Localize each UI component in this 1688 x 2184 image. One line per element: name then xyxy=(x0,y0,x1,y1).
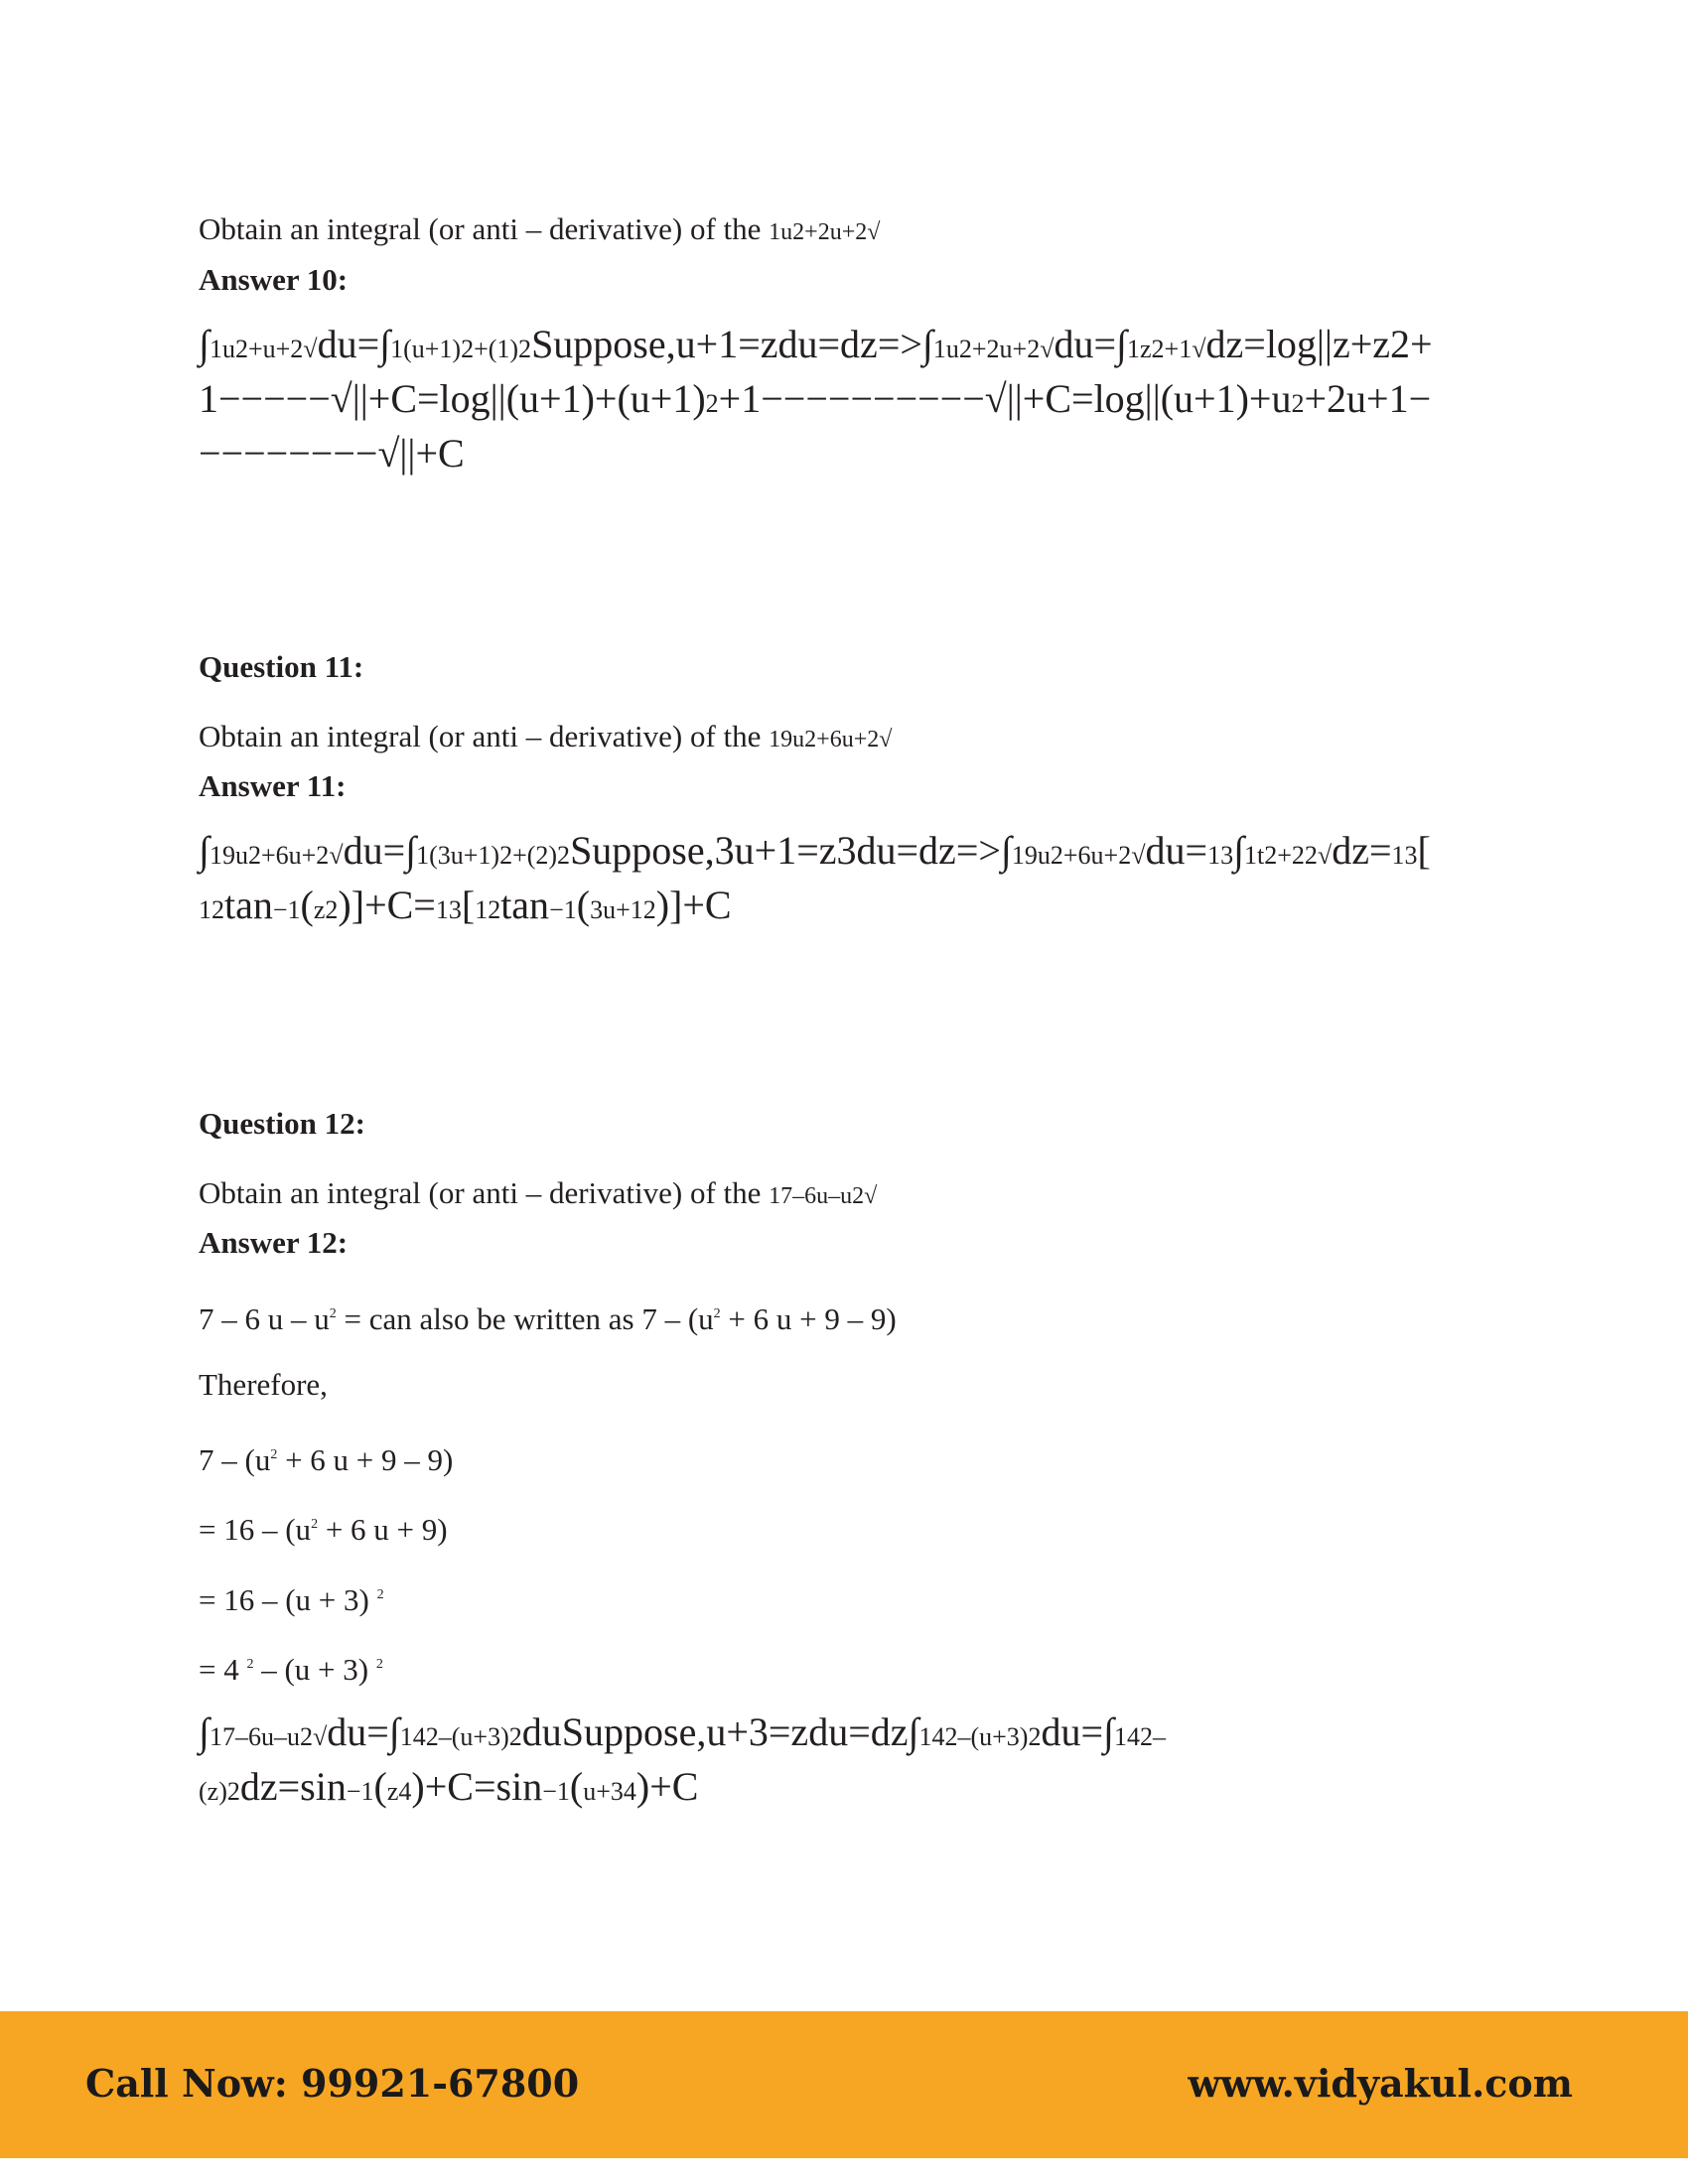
answer-11-label: Answer 11: xyxy=(199,768,347,803)
answer-12-line-4: = $16 - (u^2 + 6$ u + 9) xyxy=(199,1512,448,1547)
answer-12-line-3: $7 - (u^2 + 6$ u + 9 – 9) xyxy=(199,1442,454,1477)
question-12-expression: 17–6u–u2√ xyxy=(769,1183,878,1209)
question-11-text: Obtain an integral (or anti – derivative) of the 19u2+6u+2√ xyxy=(199,719,893,753)
question-11-heading: Question 11: xyxy=(199,649,364,684)
question-11-expression: 19u2+6u+2√ xyxy=(769,727,893,752)
answer-10-label: Answer 10: xyxy=(199,262,349,297)
answer-12-math: ∫17–6u–u2√du=∫142–(u+3)2duSuppose,u+3=zdu=dz∫142–(u+3)2du=∫142– (z)2dz=sin−1(z4)+C=sin−1(u+34)+C xyxy=(199,1709,1166,1809)
question-10-expression: 1u2+2u+2√ xyxy=(769,219,881,245)
answer-12-label: Answer 12: xyxy=(199,1225,349,1260)
website-link[interactable]: www.vidyakul.com xyxy=(1188,2061,1573,2106)
footer-banner xyxy=(0,2011,1688,2158)
question-10-text: Obtain an integral (or anti – derivative) of the 1u2+2u+2√ xyxy=(199,211,881,246)
answer-11-math: ∫19u2+6u+2√du=∫1(3u+1)2+(2)2Suppose,3u+1=z3du=dz=>∫19u2+6u+2√du=13∫1t2+22√dz=13[ 12tan−1(z2)]+C=13[12tan−1(3u+12)]+C xyxy=(199,828,1431,927)
question-12-text: Obtain an integral (or anti – derivative) of the 17–6u–u2√ xyxy=(199,1175,878,1210)
answer-10-math: ∫1u2+u+2√du=∫1(u+1)2+(1)2Suppose,u+1=zdu=dz=>∫1u2+2u+2√du=∫1z2+1√dz=log||z+z2+ 1−−−−−√||+C=log||(u+1)+(u+1)2+1−−−−−−−−−−√||+C=log||(u+1)+u2+2u+1− −−−−−−−−√||+C xyxy=(199,322,1433,476)
question-12-heading: Question 12: xyxy=(199,1106,365,1141)
answer-12-line-1: 7 – 6 u – $u^2$ = can also be written as $7 - (u^2 + 6$ u + 9 – 9) xyxy=(199,1301,897,1336)
answer-12-line-6: = 4 $^2$ – (u + 3) $^2$ xyxy=(199,1652,383,1687)
call-now-text: Call Now: 99921-67800 xyxy=(85,2061,580,2106)
answer-12-line-5: = 16 – (u + 3) $^2$ xyxy=(199,1582,384,1617)
answer-12-line-2: Therefore, xyxy=(199,1367,328,1402)
